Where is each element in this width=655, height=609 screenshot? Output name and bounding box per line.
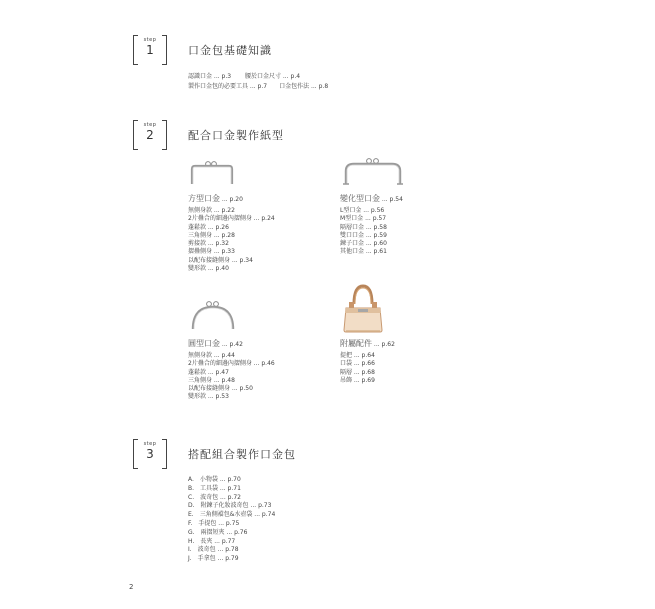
list-item: 無側身款 ... p.44	[188, 352, 235, 359]
list-item: 變形款 ... p.53	[188, 393, 229, 401]
step-1-line-1: 認識口金 ... p.3 腰於口金尺寸 ... p.4	[188, 73, 301, 80]
list-item: 吊飾 ... p.69	[340, 376, 375, 384]
step-1-title: 口金包基礎知識	[188, 44, 272, 57]
list-item: A. 小物袋 ... p.70	[188, 476, 241, 483]
list-item: F. 手提包 ... p.75	[188, 519, 240, 527]
category-page: ... p.20	[220, 196, 243, 203]
list-item: D. 附鍊子化妝波奇包 ... p.73	[188, 502, 272, 510]
step-1-line-2: 製作口金包的必要工具 ... p.7 口金包作法 ... p.8	[188, 83, 329, 90]
step-3-items	[188, 476, 275, 564]
handbag-accessory-icon	[340, 280, 386, 334]
list-item: 2片疊合的細邊內摺側身 ... p.24	[188, 215, 275, 223]
step-3-title: 搭配組合製作口金包	[188, 448, 296, 461]
step-2-badge	[133, 120, 167, 150]
category-round-title	[188, 338, 243, 349]
category-variant-title	[340, 193, 403, 204]
category-round-items	[188, 352, 275, 402]
list-item: M型口金 ... p.57	[340, 215, 387, 223]
step-label: step	[143, 441, 157, 447]
category-name: 附屬配件	[340, 339, 372, 348]
list-item: 以配布接縫側身 ... p.34	[188, 256, 253, 264]
list-item: 變形款 ... p.40	[188, 265, 229, 273]
list-item: 2片疊合的細邊內摺側身 ... p.46	[188, 360, 275, 368]
category-name: 方型口金	[188, 194, 220, 203]
list-item: 口袋 ... p.66	[340, 360, 375, 368]
step-label: step	[143, 37, 157, 43]
list-item: 三角側身 ... p.28	[188, 231, 235, 239]
list-item: 摺疊側身 ... p.33	[188, 248, 235, 256]
category-square-title	[188, 193, 243, 204]
variant-frame-clasp-icon	[340, 157, 406, 187]
category-page: ... p.62	[372, 341, 395, 348]
list-item: 雙口口金 ... p.59	[340, 231, 387, 239]
category-page: ... p.42	[220, 341, 243, 348]
list-item: 其他口金 ... p.61	[340, 248, 387, 256]
step-1-badge	[133, 35, 167, 65]
square-frame-clasp-icon	[188, 160, 236, 186]
list-item: 三角側身 ... p.48	[188, 376, 235, 384]
list-item: G. 兩摺短夾 ... p.76	[188, 528, 248, 536]
step-number: 2	[146, 128, 154, 142]
list-item: 鍊子口金 ... p.60	[340, 240, 387, 248]
list-item: B. 工具袋 ... p.71	[188, 484, 241, 492]
category-name: 圓型口金	[188, 339, 220, 348]
list-item: 以配布接縫側身 ... p.50	[188, 385, 253, 393]
list-item: 提把 ... p.64	[340, 352, 375, 359]
category-square-items	[188, 207, 275, 273]
list-item: L型口金 ... p.56	[340, 207, 385, 214]
step-label: step	[143, 122, 157, 128]
category-accessory-items	[340, 352, 375, 385]
list-item: J. 手拿包 ... p.79	[188, 555, 239, 563]
list-item: 隔層 ... p.68	[340, 368, 375, 376]
step-number: 3	[146, 447, 154, 461]
category-variant-items	[340, 207, 387, 257]
list-item: 蓬鬆款 ... p.26	[188, 223, 229, 231]
page-number: 2	[129, 583, 134, 591]
step-3-badge	[133, 439, 167, 469]
list-item: 蓬鬆款 ... p.47	[188, 368, 229, 376]
category-name: 變化型口金	[340, 194, 380, 203]
list-item: C. 波奇包 ... p.72	[188, 493, 241, 501]
category-accessory-title	[340, 338, 395, 349]
list-item: E. 三角側襠包&水壺袋 ... p.74	[188, 511, 276, 519]
list-item: 無側身款 ... p.22	[188, 207, 235, 214]
list-item: 隔層口金 ... p.58	[340, 223, 387, 231]
list-item: H. 長夾 ... p.77	[188, 537, 236, 545]
step-number: 1	[146, 43, 154, 57]
round-frame-clasp-icon	[188, 300, 238, 332]
step-2-title: 配合口金製作紙型	[188, 129, 284, 142]
category-page: ... p.54	[380, 196, 403, 203]
list-item: I. 波奇包 ... p.78	[188, 546, 239, 554]
list-item: 剪接款 ... p.32	[188, 240, 229, 248]
